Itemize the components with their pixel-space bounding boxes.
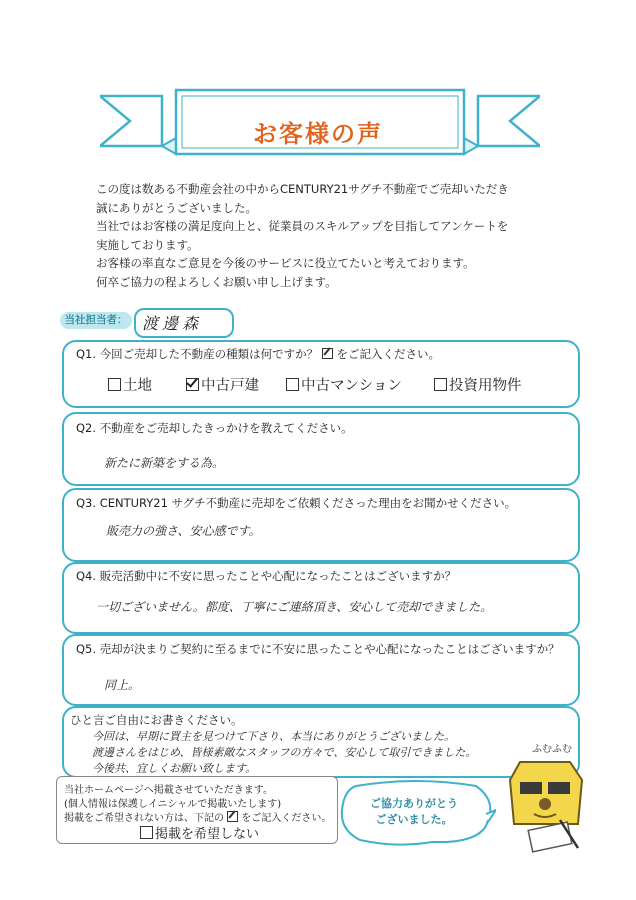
- thanks-line: ご協力ありがとう: [370, 797, 458, 810]
- question-text: CENTURY21 サグチ不動産に売却をご依頼くださった理由をお聞かせください。: [99, 496, 517, 510]
- q1-option-land[interactable]: [108, 374, 152, 395]
- option-label: 掲載を希望しない: [155, 827, 260, 842]
- free-comment-line: 渡邊さんをはじめ、皆様素敵なスタッフの方々で、安心して取引できました。: [92, 746, 477, 759]
- question-2-text: [76, 420, 353, 436]
- checkbox-icon[interactable]: [434, 378, 447, 391]
- page-title: お客様の声: [253, 120, 383, 148]
- question-4-text: [76, 568, 456, 584]
- publish-opt-out-option[interactable]: [140, 823, 259, 842]
- q1-option-used-condo[interactable]: [286, 374, 402, 395]
- question-5-text: [76, 641, 560, 657]
- question-text: 売却が決まりご契約に至るまでに不安に思ったことや心配になったことはございますか？: [99, 642, 560, 656]
- answer-2: 新たに新築をする為。: [104, 456, 225, 470]
- question-number: Q2.: [76, 421, 97, 435]
- question-3-text: [76, 495, 516, 511]
- option-label: 土地: [123, 378, 152, 394]
- question-number: Q4.: [76, 569, 97, 583]
- answer-5: 同上。: [104, 678, 141, 692]
- question-number: Q3.: [76, 496, 97, 510]
- question-1-text: [76, 346, 440, 362]
- question-text: 不動産をご売却したきっかけを教えてください。: [99, 421, 353, 435]
- intro-line: お客様の率直なご意見を今後のサービスに役立てたいと考えております。: [96, 256, 475, 270]
- intro-line: 実施しております。: [96, 237, 199, 252]
- question-text-after: をご記入ください。: [336, 347, 440, 361]
- free-comment-label: ひと言ご自由にお書きください。: [70, 713, 243, 727]
- mascot-text: ふむふむ: [532, 744, 572, 755]
- publish-line: (個人情報は保護しイニシャルで掲載いたします): [64, 799, 282, 810]
- checked-checkbox-icon[interactable]: [186, 378, 199, 391]
- free-comment-line: 今後共、宜しくお願い致します。: [92, 762, 257, 775]
- checkbox-icon[interactable]: [108, 378, 121, 391]
- thanks-message: [352, 796, 476, 828]
- mascot-illustration: [490, 740, 600, 855]
- option-label: 投資用物件: [449, 378, 522, 394]
- q1-option-used-house[interactable]: [186, 374, 259, 395]
- staff-name: 渡邊森: [142, 314, 203, 333]
- option-label: 中古戸建: [201, 378, 259, 394]
- intro-line: 誠にありがとうございました。: [96, 200, 257, 215]
- option-label: 中古マンション: [301, 378, 402, 394]
- intro-line: この度は数ある不動産会社の中からCENTURY21サグチ不動産でご売却いただき: [96, 182, 509, 196]
- question-text: 今回ご売却した不動産の種類は何ですか？: [99, 347, 319, 361]
- checkbox-icon[interactable]: [286, 378, 299, 391]
- publish-line-text: 掲載をご希望されない方は、下記の: [64, 813, 224, 824]
- staff-label: 当社担当者：: [60, 312, 132, 329]
- question-number: Q1.: [76, 347, 97, 361]
- publish-line-text-after: をご記入ください。: [241, 813, 332, 824]
- intro-line: 何卒ご協力の程よろしくお願い申し上げます。: [96, 274, 337, 289]
- question-text: 販売活動中に不安に思ったことや心配になったことはございますか？: [99, 569, 457, 583]
- checkbox-mark-icon: [322, 348, 333, 359]
- publish-line: [64, 809, 331, 824]
- thanks-line: ございました。: [375, 813, 453, 826]
- free-comment-line: 今回は、早期に買主を見つけて下さり、本当にありがとうございました。: [92, 730, 455, 743]
- checkbox-mark-icon: [227, 811, 238, 822]
- checkbox-icon[interactable]: [140, 826, 153, 839]
- intro-text: [96, 180, 566, 291]
- question-number: Q5.: [76, 642, 97, 656]
- intro-line: 当社ではお客様の満足度向上と、従業員のスキルアップを目指してアンケートを: [96, 219, 509, 233]
- publish-line: 当社ホームページへ掲載させていただきます。: [64, 785, 273, 796]
- answer-3: 販売力の強さ、安心感です。: [106, 524, 261, 538]
- answer-4: 一切ございません。都度、丁寧にご連絡頂き、安心して売却できました。: [96, 600, 493, 614]
- q1-option-investment[interactable]: [434, 374, 522, 395]
